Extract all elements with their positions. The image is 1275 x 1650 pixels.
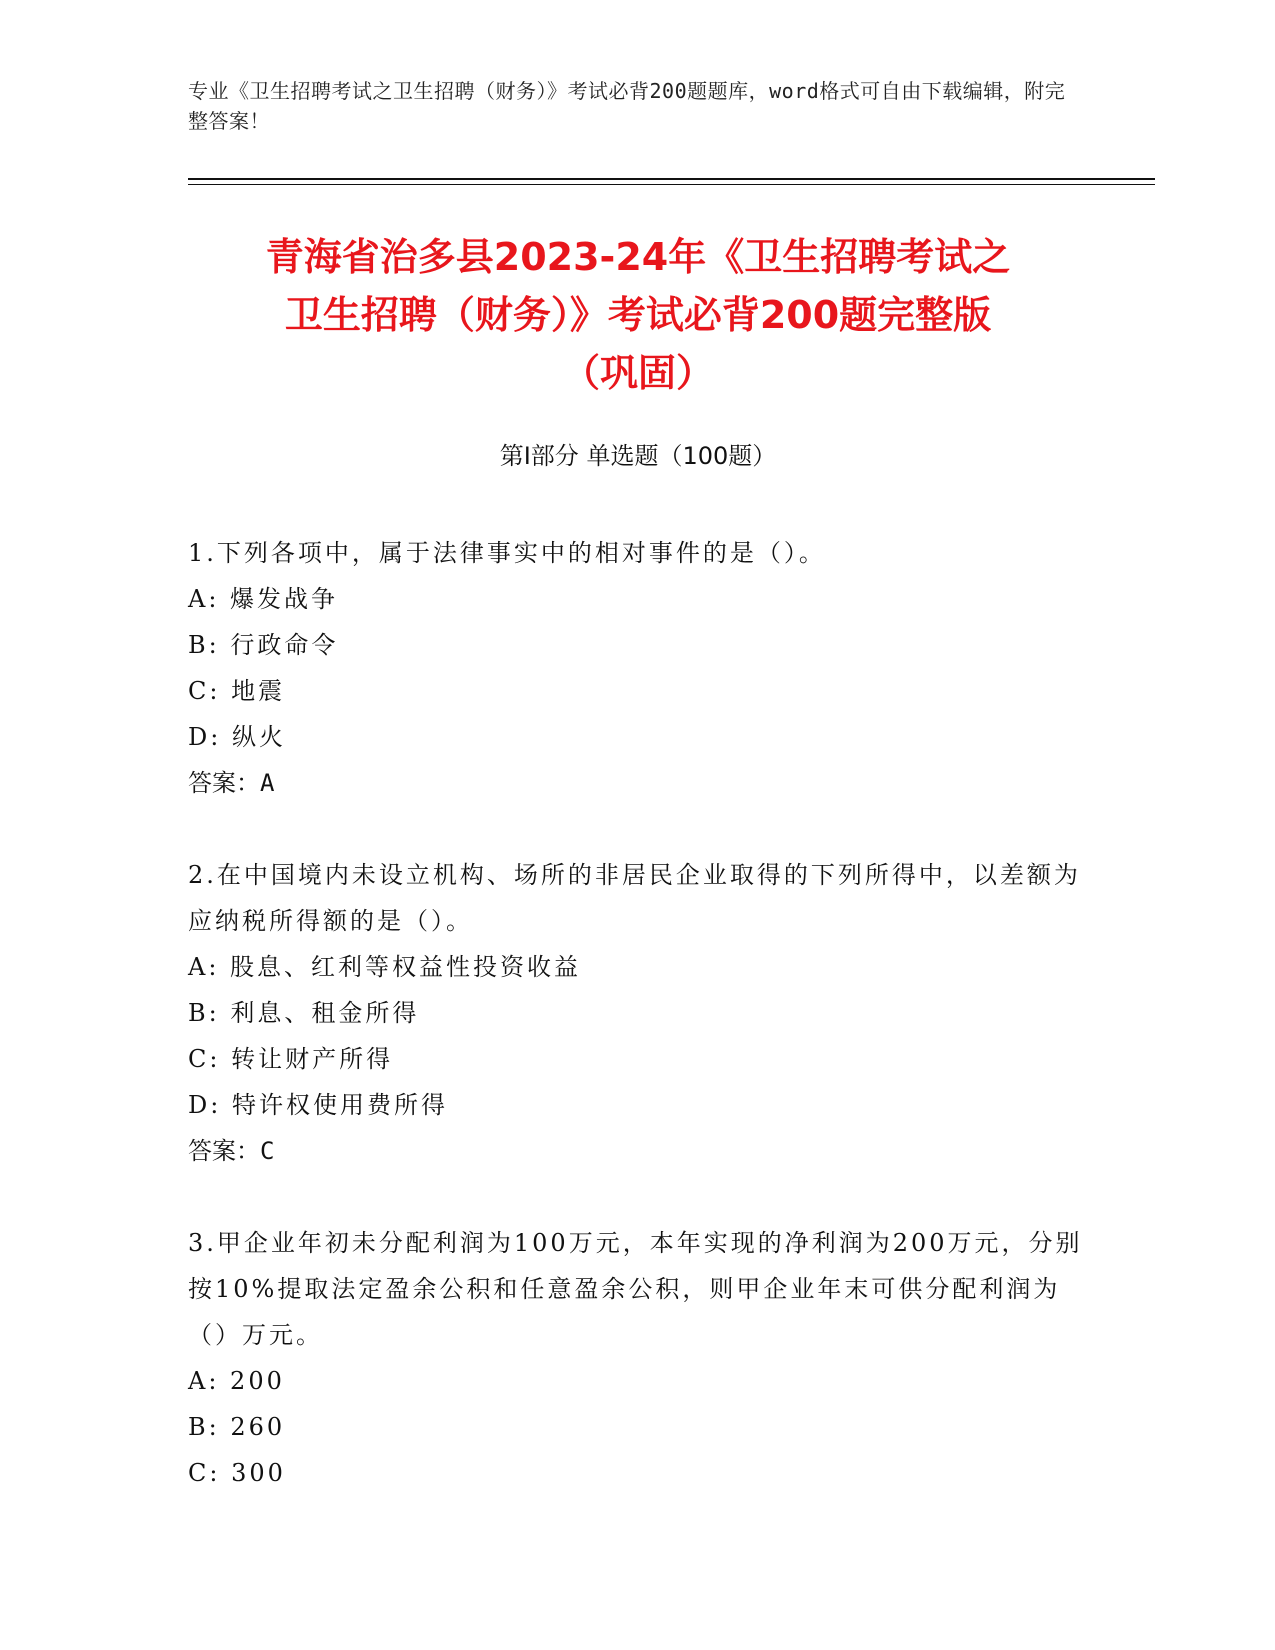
option-d: D: 纵火: [188, 723, 286, 751]
header-divider-thin: [188, 184, 1155, 185]
answer-value: A: [260, 769, 275, 797]
option-a: A: 200: [188, 1367, 285, 1395]
option-d: D: 特许权使用费所得: [188, 1091, 448, 1119]
section-heading: 第Ⅰ部分 单选题（100题）: [499, 442, 777, 470]
option-b: B: 利息、租金所得: [188, 999, 420, 1027]
question-item: [188, 530, 1088, 806]
document-title: [188, 228, 1088, 402]
answer-label: 答案：: [188, 1137, 260, 1165]
option-a: A: 爆发战争: [188, 585, 339, 613]
answer-label: 答案：: [188, 769, 260, 797]
question-item: [188, 1220, 1088, 1496]
answer-line: [188, 760, 1088, 806]
question-list: [188, 530, 1088, 1542]
option-a: A: 股息、红利等权益性投资收益: [188, 953, 582, 981]
option-c: C: 转让财产所得: [188, 1045, 394, 1073]
question-item: [188, 852, 1088, 1174]
header-note: 专业《卫生招聘考试之卫生招聘（财务）》考试必背200题题库，word格式可自由下载编辑，附完整答案！: [188, 79, 1066, 133]
header-divider: [188, 178, 1155, 180]
option-b: B: 行政命令: [188, 631, 339, 659]
title-line: 卫生招聘（财务）》考试必背200题完整版: [284, 293, 992, 337]
title-line: 青海省治多县2023-24年《卫生招聘考试之: [265, 235, 1011, 279]
question-stem: 2.在中国境内未设立机构、场所的非居民企业取得的下列所得中，以差额为应纳税所得额的是（）。: [188, 861, 1081, 935]
option-c: C: 300: [188, 1459, 286, 1487]
answer-value: C: [260, 1137, 275, 1165]
option-c: C: 地震: [188, 677, 286, 705]
question-stem: 1.下列各项中，属于法律事实中的相对事件的是（）。: [188, 539, 826, 567]
answer-line: [188, 1128, 1088, 1174]
option-b: B: 260: [188, 1413, 286, 1441]
title-line: （巩固）: [561, 351, 714, 395]
question-stem: 3.甲企业年初未分配利润为100万元，本年实现的净利润为200万元，分别按10%提取法定盈余公积和任意盈余公积，则甲企业年末可供分配利润为（）万元。: [188, 1229, 1083, 1349]
